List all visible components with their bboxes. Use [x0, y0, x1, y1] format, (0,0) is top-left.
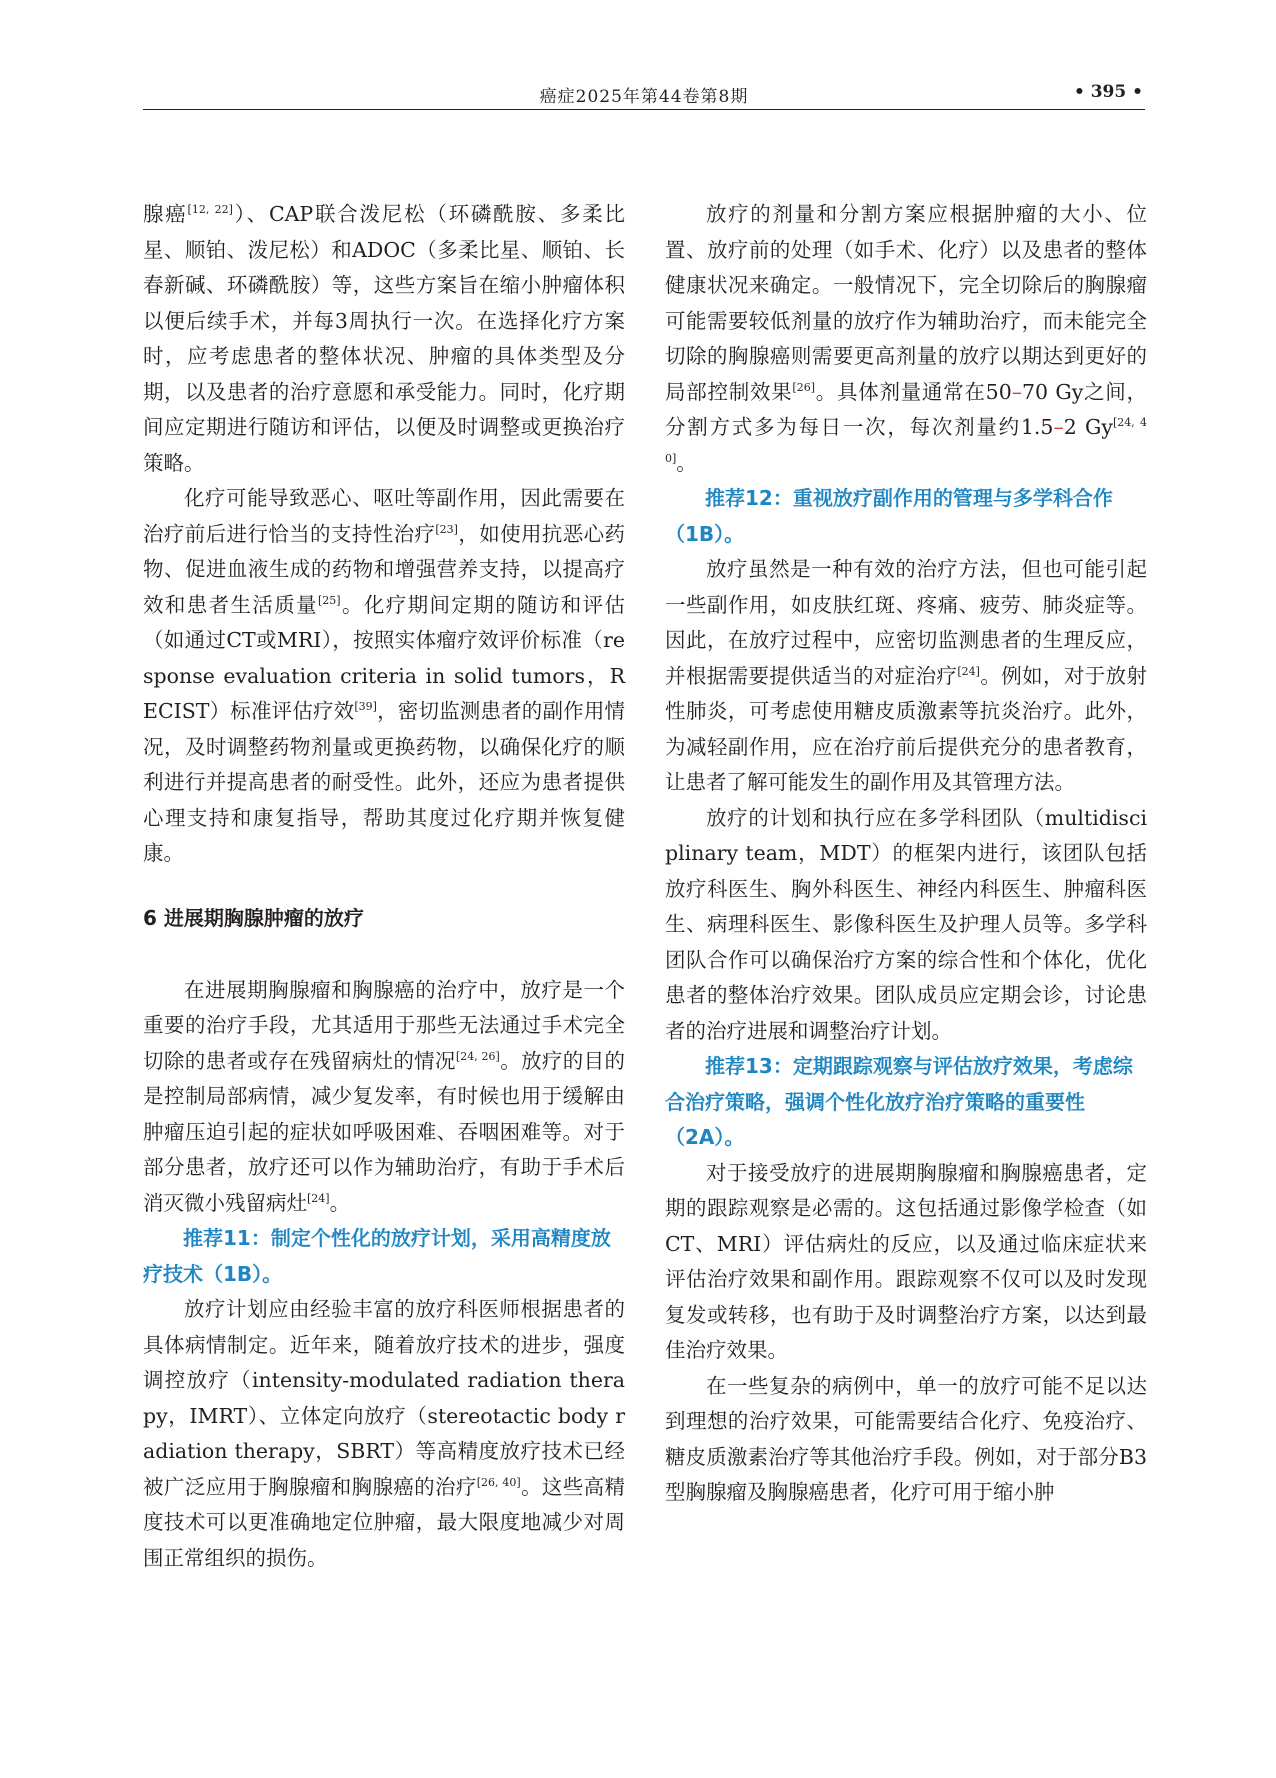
citation: [24, 26] — [455, 1049, 500, 1063]
left-paragraph-3 — [143, 973, 625, 1222]
citation: [24] — [957, 664, 980, 678]
text: 在进展期胸腺瘤和胸腺癌的治疗中，放疗是一个重要的治疗手段，尤其适用于那些无法通过手术完全切除的患者或存在残留病灶的情况 — [143, 977, 625, 1073]
right-paragraph-4: 对于接受放疗的进展期胸腺瘤和胸腺癌患者，定期的跟踪观察是必需的。这包括通过影像学检查（如CT、MRI）评估病灶的反应，以及通过临床症状来评估治疗效果和副作用。跟踪观察不仅可以及时发现复发或转移，也有助于及时调整治疗方案，以达到最佳治疗效果。 — [665, 1160, 1147, 1362]
citation: [24] — [307, 1191, 330, 1205]
left-paragraph-2 — [143, 481, 625, 872]
citation: [23] — [435, 522, 458, 536]
text: 70 Gy之间，分割方式多为每日一次，每次剂量约1.5 — [665, 379, 1147, 439]
text: 。放疗的目的是控制局部病情，减少复发率，有时候也用于缓解由肿瘤压迫引起的症状如呼吸困难、吞咽困难等。对于部分患者，放疗还可以作为辅助治疗，有助于手术后消灭微小残留病灶 — [143, 1048, 626, 1215]
text: 腺癌 — [143, 202, 188, 226]
text: ）、CAP联合泼尼松（环磷酰胺、多柔比星、顺铂、泼尼松）和ADOC（多柔比星、顺铂、长春新碱、环磷酰胺）等，这些方案旨在缩小肿瘤体积以便后续手术，并每3周执行一次。在选择化疗方案时，应考虑患者的整体状况、肿瘤的具体类型及分期，以及患者的治疗意愿和承受能力。同时，化疗期间应定期进行随访和评估，以便及时调整或更换治疗策略。 — [143, 202, 625, 475]
text: 。具体剂量通常在50 — [815, 379, 1012, 404]
header-rule — [143, 109, 1145, 110]
left-paragraph-1 — [143, 197, 625, 481]
left-paragraph-4 — [143, 1292, 625, 1576]
text: 。 — [676, 450, 697, 475]
right-paragraph-5: 在一些复杂的病例中，单一的放疗可能不足以达到理想的治疗效果，可能需要结合化疗、免疫治疗、糖皮质激素治疗等其他治疗手段。例如，对于部分B3型胸腺瘤及胸腺癌患者，化疗可用于缩小肿 — [665, 1373, 1147, 1504]
section-heading: 6 进展期胸腺肿瘤的放疗 — [143, 905, 364, 930]
text: ，如使用抗恶心药物、促进血液生成的药物和增强营养支持，以提高疗效和患者生活质量 — [143, 521, 626, 617]
citation: [26] — [792, 380, 816, 394]
citation: [25] — [318, 593, 341, 607]
text: 化疗可能导致恶心、呕吐等副作用，因此需要在治疗前后进行恰当的支持性治疗 — [143, 486, 625, 546]
range-dash: – — [1011, 379, 1022, 404]
recommendation-11: 推荐11：制定个性化的放疗计划，采用高精度放疗技术（1B）。 — [143, 1226, 611, 1286]
journal-title: 癌症2025年第44卷第8期 — [539, 87, 749, 107]
page-number: • 395 • — [1073, 82, 1143, 102]
text: 放疗虽然是一种有效的治疗方法，但也可能引起一些副作用，如皮肤红斑、疼痛、疲劳、肺炎症等。因此，在放疗过程中，应密切监测患者的生理反应，并根据需要提供适当的对症治疗 — [665, 557, 1147, 688]
text: 。这些高精度技术可以更准确地定位肿瘤，最大限度地减少对周围正常组织的损伤。 — [143, 1474, 626, 1570]
range-dash: – — [1053, 415, 1064, 439]
citation: [24, 40] — [665, 416, 1147, 465]
text: ，密切监测患者的副作用情况，及时调整药物剂量或更换药物，以确保化疗的顺利进行并提高患者的耐受性。此外，还应为患者提供心理支持和康复指导，帮助其度过化疗期并恢复健康。 — [143, 699, 625, 865]
left-column — [143, 197, 625, 1576]
text: 放疗计划应由经验丰富的放疗科医师根据患者的具体病情制定。近年来，随着放疗技术的进步，强度调控放疗（intensity-modulated radiation therapy，IMRT）、立体定向放疗（stereotactic body radiation therapy，SBRT）等高精度放疗技术已经被广泛应用于胸腺瘤和胸腺癌的治疗 — [143, 1297, 625, 1499]
text: 2 Gy — [1063, 415, 1113, 439]
running-header — [143, 82, 1145, 108]
text: 。 — [329, 1190, 351, 1215]
text: 放疗的剂量和分割方案应根据肿瘤的大小、位置、放疗前的处理（如手术、化疗）以及患者的整体健康状况来确定。一般情况下，完全切除后的胸腺瘤可能需要较低剂量的放疗作为辅助治疗，而未能完全切除的胸腺癌则需要更高剂量的放疗以期达到更好的局部控制效果 — [665, 202, 1147, 404]
text: 。例如，对于放射性肺炎，可考虑使用糖皮质激素等抗炎治疗。此外，为减轻副作用，应在治疗前后提供充分的患者教育，让患者了解可能发生的副作用及其管理方法。 — [665, 663, 1148, 794]
right-column — [665, 197, 1147, 1511]
citation: [39] — [354, 700, 377, 714]
text: 。化疗期间定期的随访和评估（如通过CT或MRI），按照实体瘤疗效评价标准（response evaluation criteria in solid tumors，RECIST）标准评估疗效 — [143, 592, 626, 723]
citation: [12, 22] — [187, 203, 233, 217]
right-paragraph-3: 放疗的计划和执行应在多学科团队（multidisciplinary team，MDT）的框架内进行，该团队包括放疗科医生、胸外科医生、神经内科医生、肿瘤科医生、病理科医生、影像科医生及护理人员等。多学科团队合作可以确保治疗方案的综合性和个体化，优化患者的整体治疗效果。团队成员应定期会诊，讨论患者的治疗进展和调整治疗计划。 — [665, 805, 1147, 1043]
recommendation-13: 推荐13：定期跟踪观察与评估放疗效果，考虑综合治疗策略，强调个性化放疗治疗策略的重要性（2A）。 — [665, 1054, 1133, 1149]
recommendation-12: 推荐12：重视放疗副作用的管理与多学科合作（1B）。 — [665, 486, 1113, 546]
right-paragraph-1 — [665, 197, 1147, 481]
right-paragraph-2 — [665, 552, 1147, 801]
citation: [26, 40] — [476, 1475, 521, 1489]
